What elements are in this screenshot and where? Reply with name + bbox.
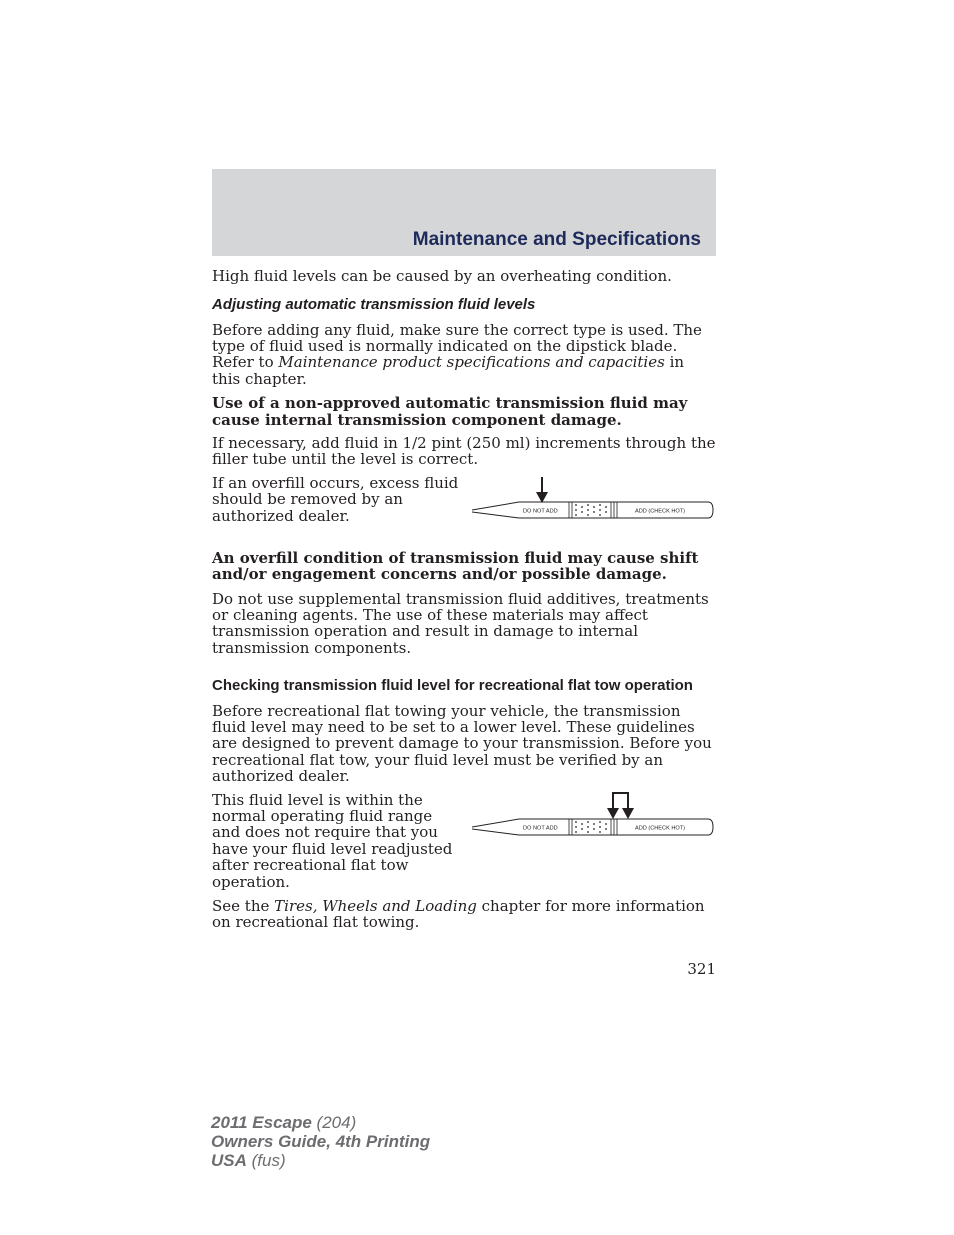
fluid-type-text-end: in this chapter. [212, 353, 685, 388]
normal-range-paragraph: This fluid level is within the normal operating fluid range and does not require that you have your fluid level readjusted after recreational flat tow operation. [212, 790, 453, 891]
specifications-reference: Maintenance product specifications and capacities [278, 353, 665, 372]
fluid-type-paragraph [212, 322, 716, 388]
tires-chapter-reference: Tires, Wheels and Loading [274, 896, 477, 915]
warning-non-approved-fluid: Use of a non-approved automatic transmission fluid may cause internal transmission component damage. [212, 394, 688, 429]
footer-model-line [211, 1113, 430, 1132]
dipstick-label-do-not-add: DO NOT ADD [523, 825, 558, 832]
warning-overfill: An overfill condition of transmission fluid may cause shift and/or engagement concerns and/or possible damage. [212, 548, 699, 584]
footer-model: 2011 Escape [211, 1113, 312, 1132]
overfill-block [212, 475, 716, 526]
dipstick-label-add-check-hot: ADD (CHECK HOT) [635, 508, 686, 515]
page-number: 321 [687, 960, 716, 978]
footer-market-line [211, 1151, 430, 1170]
overfill-paragraph: If an overfill occurs, excess fluid should be removed by an authorized dealer. [212, 473, 459, 525]
footer-model-code: (204) [311, 1113, 357, 1132]
flat-tow-range-bracket [607, 793, 634, 819]
fluid-type-text: Before adding any fluid, make sure the correct type is used. The type of fluid used is normally indicated on the dipstick blade. Refer to [212, 320, 702, 372]
flat-tow-paragraph: Before recreational flat towing your vehicle, the transmission fluid level may need to be set to a lower level. These guidelines are designed to prevent damage to your transmission. Before you recreational flat tow, your fluid level must be verified by an authorized dealer. [212, 701, 712, 786]
document-footer [211, 1113, 430, 1170]
flat-tow-level-block [212, 792, 716, 890]
footer-guide-line: Owners Guide, 4th Printing [211, 1132, 431, 1151]
section-header-bar [212, 169, 716, 256]
crosshatch-pattern [575, 504, 607, 516]
see-chapter-text: See the [212, 896, 275, 915]
subheading-flat-tow: Checking transmission fluid level for recreational flat tow operation [212, 677, 693, 695]
see-chapter-text-end: chapter for more information on recreational flat towing. [212, 896, 705, 932]
additives-paragraph: Do not use supplemental transmission fluid additives, treatments or cleaning agents. The use of these materials may affect transmission operation and result in damage to internal transmission components. [212, 589, 709, 657]
level-arrow [536, 477, 548, 503]
subheading-adjusting-fluid: Adjusting automatic transmission fluid levels [212, 296, 536, 314]
dipstick-label-do-not-add: DO NOT ADD [523, 508, 558, 515]
footer-market: USA [211, 1151, 247, 1170]
see-chapter-paragraph [212, 898, 716, 931]
crosshatch-pattern [575, 821, 607, 833]
dipstick-label-add-check-hot: ADD (CHECK HOT) [635, 825, 686, 832]
dipstick-diagram-flat-tow [472, 791, 716, 843]
intro-paragraph: High fluid levels can be caused by an overheating condition. [212, 267, 672, 285]
section-title: Maintenance and Specifications [412, 229, 701, 250]
footer-market-code: (fus) [246, 1151, 286, 1170]
page-content [212, 268, 716, 931]
add-fluid-paragraph: If necessary, add fluid in 1/2 pint (250 ml) increments through the filler tube until the level is correct. [212, 434, 716, 469]
dipstick-diagram-overfill [472, 474, 716, 526]
